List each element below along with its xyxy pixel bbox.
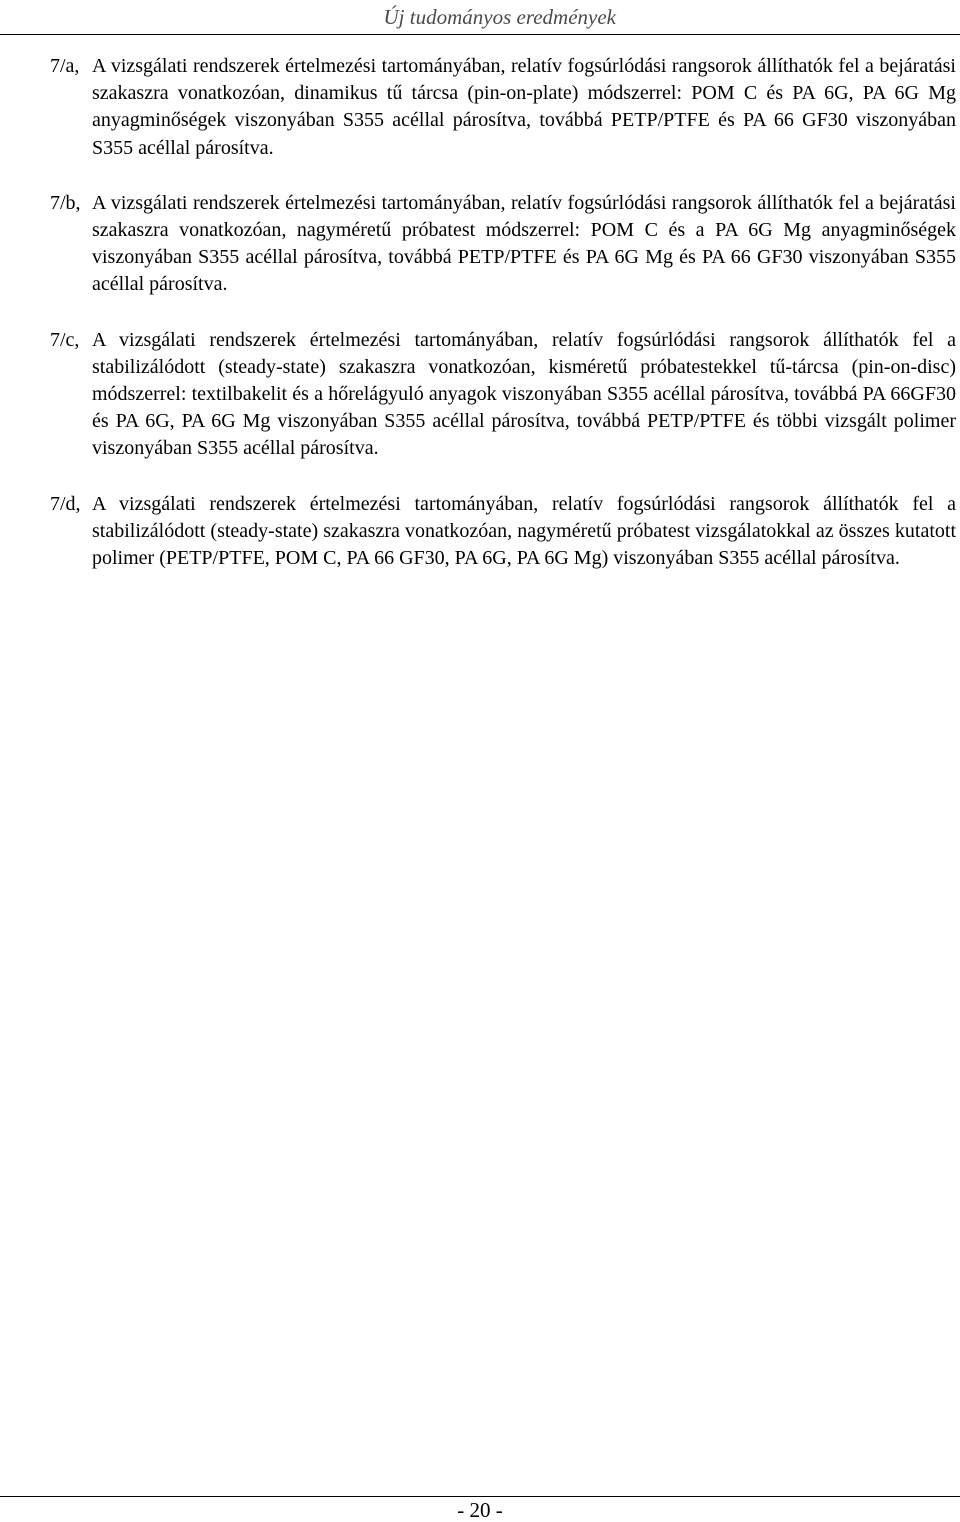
item-label: 7/c, bbox=[50, 328, 80, 351]
result-item-7d bbox=[50, 491, 956, 573]
item-label: 7/d, bbox=[50, 492, 81, 515]
header-title: Új tudományos eredmények bbox=[383, 5, 616, 29]
results-list bbox=[50, 53, 956, 600]
item-text: A vizsgálati rendszerek értelmezési tartományában, relatív fogsúrlódási rangsorok állíthatók fel a stabilizálódott (steady-state) szakaszra vonatkozóan, kisméretű próbatestekkel tű-tárcsa (pin-on-disc) módszerrel: textilbakelit és a hőrelágyuló anyagok viszonyában S355 acéllal párosítva, továbbá PA 66GF30 és PA 6G, PA 6G Mg viszonyában S355 acéllal párosítva, továbbá PETP/PTFE és többi vizsgált polimer viszonyában S355 acéllal párosítva. bbox=[92, 328, 956, 460]
result-item-7b bbox=[50, 190, 956, 299]
result-item-7c bbox=[50, 327, 956, 463]
result-item-7a bbox=[50, 53, 956, 162]
page-header bbox=[0, 4, 960, 36]
footer-divider bbox=[0, 1496, 960, 1497]
item-label: 7/b, bbox=[50, 191, 81, 214]
header-divider bbox=[0, 34, 960, 35]
item-text: A vizsgálati rendszerek értelmezési tartományában, relatív fogsúrlódási rangsorok állíthatók fel a stabilizálódott (steady-state) szakaszra vonatkozóan, nagyméretű próbatest vizsgálatokkal az összes kutatott polimer (PETP/PTFE, POM C, PA 66 GF30, PA 6G, PA 6G Mg) viszonyában S355 acéllal párosítva. bbox=[92, 492, 956, 570]
item-text: A vizsgálati rendszerek értelmezési tartományában, relatív fogsúrlódási rangsorok állíthatók fel a bejáratási szakaszra vonatkozóan, dinamikus tű tárcsa (pin-on-plate) módszerrel: POM C és PA 6G, PA 6G Mg anyagminőségek viszonyában S355 acéllal párosítva, továbbá PETP/PTFE és PA 66 GF30 viszonyában S355 acéllal párosítva. bbox=[92, 55, 956, 159]
item-text: A vizsgálati rendszerek értelmezési tartományában, relatív fogsúrlódási rangsorok állíthatók fel a bejáratási szakaszra vonatkozóan, nagyméretű próbatest módszerrel: POM C és a PA 6G Mg anyagminőségek viszonyában S355 acéllal párosítva, továbbá PETP/PTFE és PA 6G Mg és PA 66 GF30 viszonyában S355 acéllal párosítva. bbox=[92, 191, 956, 296]
item-label: 7/a, bbox=[50, 55, 80, 77]
page-number: - 20 - bbox=[457, 1498, 503, 1522]
